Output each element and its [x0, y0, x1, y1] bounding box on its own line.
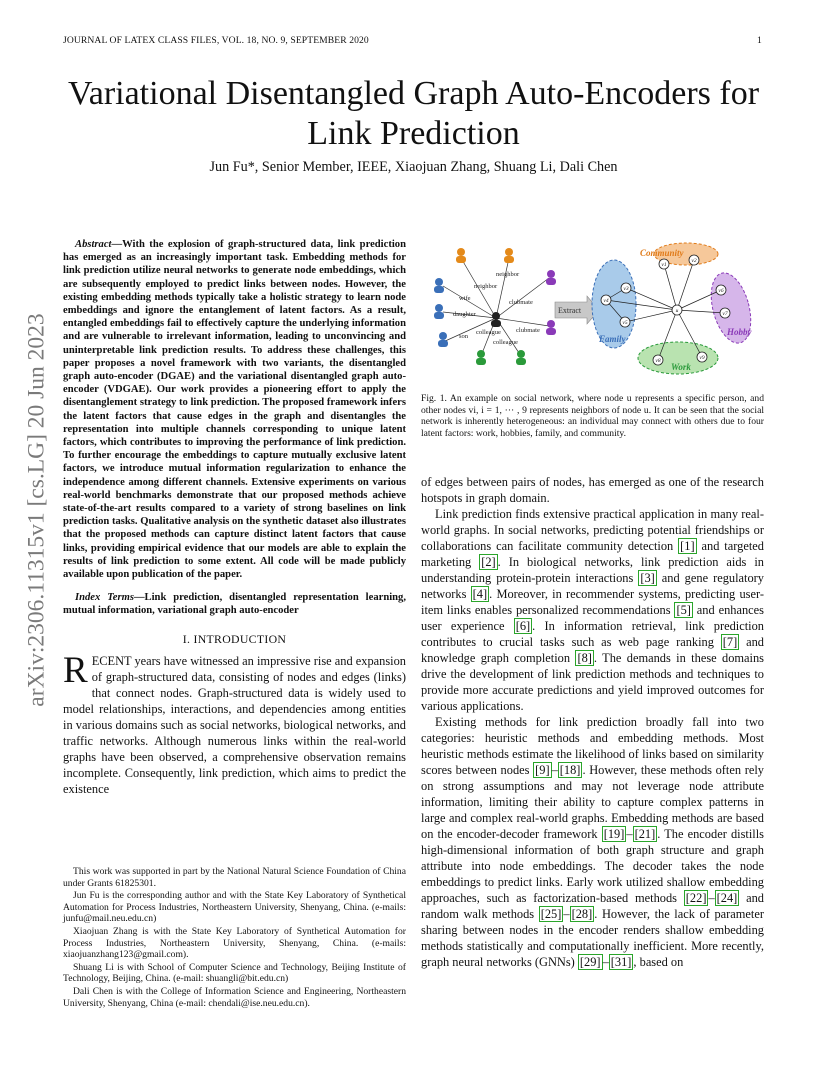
right-column-text: [421, 474, 764, 970]
citation-link[interactable]: [5]: [676, 603, 691, 617]
relation-label: colleague: [476, 329, 501, 336]
group-label: Hobby: [727, 327, 752, 337]
text-run: –: [551, 763, 558, 777]
text-run: Existing methods for link prediction broadly fall into two categories: heuristic methods and embedding methods. Most heuristic methods estimate the likelihood of links based on similarity scores between nodes: [421, 715, 764, 777]
citation-link[interactable]: [3]: [640, 571, 655, 585]
footnote: Jun Fu is the corresponding author and with the State Key Laboratory of Synthetical Automation for Process Industries, Northeastern University, Shenyang, China. (e-mails: junfu@mail.neu.edu.cn): [63, 890, 406, 925]
node-label: v6: [718, 288, 724, 294]
relation-label: neighbor: [496, 271, 520, 278]
footnote: Xiaojuan Zhang is with the State Key Laboratory of Synthetical Automation for Process Industries, Northeastern University, Shenyang, China. (e-mails: xiaojuanzhang123@gmail.com).: [63, 925, 406, 961]
intro-text: ECENT years have witnessed an impressive rise and expansion of graph-structured data, consisting of nodes and edges (links) that connect nodes. Graph-structured data is widely used to model relationships, interactions, and dependencies among entities in various domains such as social networks, biological networks, and traffic networks. Although numerous links within the real-world graphs have been observed, a comprehensive observation remains incomplete. Consequently, link prediction, which aims to predict the existence: [63, 653, 406, 796]
text-run: Link prediction finds extensive practical application in many real-world graphs. In social networks, predicting potential friendships or collaborations can facilitate community detection: [421, 507, 764, 553]
citation-link[interactable]: [31]: [610, 955, 632, 969]
citation-link[interactable]: [4]: [472, 587, 488, 601]
citation-link[interactable]: [18]: [559, 763, 581, 777]
node-label: v4: [603, 298, 609, 304]
node-label: v1: [661, 262, 667, 268]
group-label: Work: [671, 362, 691, 372]
citation-link[interactable]: [29]: [579, 955, 601, 969]
text-run: . However, the lack of parameter sharing between nodes in the encoder renders shallow embedding methods statistically and computationally inefficient. More recently, graph neural networks (GNNs): [421, 907, 764, 969]
group-label: Community: [640, 248, 684, 258]
relation-label: colleague: [493, 339, 518, 346]
text-run: –: [563, 907, 570, 921]
relation-label: son: [459, 333, 469, 340]
text-run: . The encoder distills high-dimensional information of both graph structure and graph attribute into node embeddings. The decoder takes the node embeddings to predict links. Early work utilized shallow embedding approaches, such as factorization-based methods: [421, 827, 764, 905]
drop-cap: R: [63, 649, 88, 691]
text-run: and gene regulatory networks: [421, 571, 764, 601]
paragraph: of edges between pairs of nodes, has emerged as one of the research hotspots in graph domain.: [421, 475, 764, 505]
text-run: . Moreover, in recommender systems, predicting user-item links enables personalized recommendations: [421, 587, 764, 617]
text-run: –: [626, 827, 633, 841]
node-label: v8: [655, 358, 661, 364]
footnotes: [63, 866, 406, 1010]
paragraph: [421, 506, 764, 714]
citation-link[interactable]: [7]: [722, 635, 738, 649]
node-label: v5: [622, 320, 628, 326]
figure-1: [421, 238, 764, 386]
extract-label: Extract: [558, 306, 582, 315]
citation-link[interactable]: [21]: [634, 827, 656, 841]
text-run: . The demands in these domains drive the development of link prediction methods and techniques to provide more accurate predictions and yield improved outcomes for various applications.: [421, 651, 764, 713]
index-terms-lead: Index Terms: [75, 592, 134, 604]
text-run: , based on: [633, 955, 684, 969]
text-run: –: [602, 955, 609, 969]
arxiv-stamp-text: arXiv:2306.11315v1 [cs.LG] 20 Jun 2023: [23, 313, 50, 707]
citation-link[interactable]: [2]: [481, 555, 496, 569]
text-run: and targeted marketing: [421, 539, 764, 569]
running-header: JOURNAL OF LATEX CLASS FILES, VOL. 18, NO. 9, SEPTEMBER 2020: [63, 35, 369, 46]
node-label: v3: [623, 286, 629, 292]
figure-diagram: [421, 238, 764, 386]
footnote: This work was supported in part by the National Natural Science Foundation of China under Grants 61825301.: [63, 866, 406, 889]
left-column: [63, 238, 406, 797]
paragraph: [421, 714, 764, 970]
group-label: Family: [599, 334, 626, 344]
node-label: v2: [691, 258, 697, 264]
text-run: . In information retrieval, link prediction contributes to crucial tasks such as web page ranking: [421, 619, 764, 649]
citation-link[interactable]: [25]: [540, 907, 562, 921]
node-label: u: [675, 308, 679, 314]
relation-label: daughter: [453, 311, 476, 318]
abstract: [63, 238, 406, 581]
page-number: 1: [757, 35, 762, 46]
text-run: –: [708, 891, 715, 905]
index-terms: [63, 591, 406, 617]
node-label: v7: [722, 311, 728, 317]
abstract-lead: Abstract: [75, 239, 112, 250]
paper-authors: Jun Fu*, Senior Member, IEEE, Xiaojuan Zhang, Shuang Li, Dali Chen: [209, 159, 618, 175]
citation-link[interactable]: [22]: [685, 891, 707, 905]
citation-link[interactable]: [28]: [571, 907, 593, 921]
text-run: and enhances user experience: [421, 603, 764, 633]
intro-paragraph: [63, 649, 406, 797]
relation-label: clubmate: [509, 299, 533, 306]
person-icons: [434, 248, 556, 365]
relation-label: clubmate: [516, 327, 540, 334]
relation-labels: [453, 271, 540, 346]
arxiv-stamp: [20, 290, 54, 730]
abstract-text: —With the explosion of graph-structured data, link prediction has emerged as an increasingly important task. Embedding methods for link prediction utilize neural networks to generate node embeddings, which are subsequently employed to predict links between nodes. However, the existing embedding methods typically take a holistic strategy to learn node embeddings and ignore the entanglement of latent factors. As a result, entangled embeddings fail to effectively capture the underlying information and are vulnerable to irrelevant information, leading to unconvincing and uninterpretable link prediction results. To address these challenges, this paper proposes a novel framework with two variants, the disentangled graph auto-encoder (DGAE) and the variational disentangled graph auto-encoder (VDGAE). Our work provides a pioneering effort to apply the disentanglement strategy to link prediction. The proposed framework infers the latent factors that cause edges in the graph and disentangles the representation into multiple channels corresponding to unique latent factors, which contributes to improving the performance of link prediction. To further encourage the embeddings to capture mutually exclusive latent factors, we introduce mutual information regularization to enhance the independence among different channels. Extensive experiments on various real-world benchmarks demonstrate that our proposed methods achieve state-of-the-art results compared to a variety of strong baselines on link prediction tasks. Qualitative analysis on the synthetic dataset also illustrates that the proposed methods can capture distinct latent factors that cause links, providing empirical evidence that our models are able to explain the results of link prediction to some extent. All code will be made publicly available upon publication of the paper.: [63, 239, 406, 581]
text-run: . However, these methods often rely on strong assumptions and may not leverage node attribute information, limiting their ability to capture complex patterns in large and complex real-world graphs. Embedding methods are based on the encoder-decoder framework: [421, 763, 764, 841]
citation-link[interactable]: [24]: [716, 891, 738, 905]
citation-link[interactable]: [6]: [515, 619, 531, 633]
paper-title: Variational Disentangled Graph Auto-Encoders for Link Prediction: [67, 75, 760, 152]
citation-link[interactable]: [19]: [603, 827, 625, 841]
citation-link[interactable]: [1]: [680, 539, 695, 553]
citation-link[interactable]: [8]: [577, 651, 592, 665]
text-run: and knowledge graph completion: [421, 635, 764, 665]
relation-label: neighbor: [474, 283, 498, 290]
figure-caption: Fig. 1. An example on social network, where node u represents a specific person, and other nodes vi, i = 1, ··· , 9 represents neighbors of node u. It can be seen that the social network is inherently heterogeneous: an individual may connect with others due to four latent factors: work, hobbies, family, and community.: [421, 393, 764, 439]
citation-link[interactable]: [9]: [535, 763, 550, 777]
node-label: v9: [699, 355, 705, 361]
text-run: . In biological networks, link prediction aids in understanding protein-protein interactions: [421, 555, 764, 585]
footnote: Dali Chen is with the College of Information Science and Engineering, Northeastern University, Shenyang, China (e-mail: chendali@ise.neu.edu.cn).: [63, 985, 406, 1009]
section-heading: I. INTRODUCTION: [182, 631, 287, 646]
footnote: Shuang Li is with School of Computer Science and Technology, Beijing Institute of Technology, Beijing, China. (e-mail: shuangli@bit.edu.cn): [63, 961, 406, 985]
text-run: and random walk methods: [421, 891, 765, 921]
relation-label: wife: [459, 295, 471, 302]
index-terms-text: —Link prediction, disentangled representation learning, mutual information, variational graph auto-encoder: [63, 592, 406, 617]
